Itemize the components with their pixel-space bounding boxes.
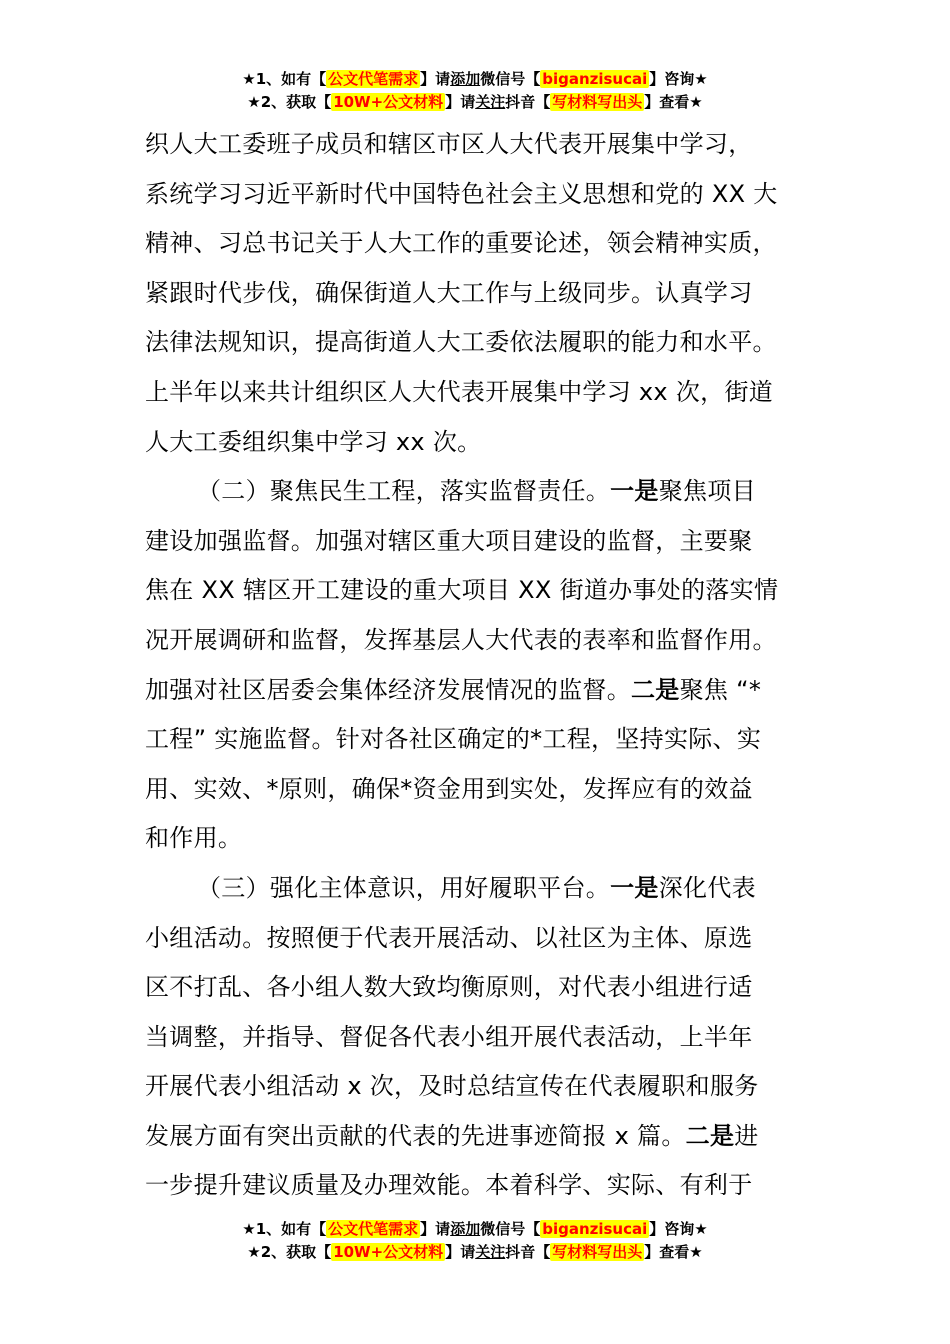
banner-wechat-id: biganzisucai: [542, 1220, 648, 1238]
body-line: 用、实效、*原则，确保*资金用到实处，发挥应有的效益: [145, 774, 753, 803]
footer-banner: [0, 1218, 950, 1264]
banner-line-1: [0, 1218, 950, 1241]
body-line: 区不打乱、各小组人数大致均衡原则，对代表小组进行适: [145, 973, 753, 1002]
banner-line-1: [0, 68, 950, 91]
document-body: [145, 120, 807, 1211]
body-line: 系统学习习近平新时代中国特色社会主义思想和党的 XX 大: [145, 179, 778, 208]
banner-text: 微信号【: [480, 1220, 541, 1238]
body-text: 发展方面有突出贡献的代表的先进事迹简报 x 篇。: [145, 1121, 686, 1150]
banner-text: ★1、如有【: [242, 70, 327, 88]
banner-text: 】查看★: [644, 1243, 703, 1261]
body-text: 进: [734, 1121, 759, 1150]
heading-text: （二）聚焦民生工程，落实监督责任。: [197, 477, 611, 506]
body-line: [145, 666, 807, 716]
banner-line-2: [0, 91, 950, 114]
body-line: 工程” 实施监督。针对各社区确定的*工程，坚持实际、实: [145, 725, 762, 754]
body-line: 建设加强监督。加强对辖区重大项目建设的监督，主要聚: [145, 526, 753, 555]
banner-text: 抖音【: [505, 93, 551, 111]
banner-douyin-id: 写材料写出头: [552, 1243, 643, 1261]
banner-text: ★1、如有【: [242, 1220, 327, 1238]
banner-highlight: 10W+公文材料: [333, 93, 444, 111]
banner-text: ★2、获取【: [247, 1243, 332, 1261]
banner-text: 】请: [420, 70, 451, 88]
banner-text: ★2、获取【: [247, 93, 332, 111]
bold-marker: 二是: [631, 675, 680, 704]
body-line: 上半年以来共计组织区人大代表开展集中学习 xx 次，街道: [145, 377, 774, 406]
body-text: 深化代表: [658, 873, 756, 902]
body-text: 聚焦 “*: [679, 675, 762, 704]
banner-text: 微信号【: [480, 70, 541, 88]
banner-text: 】请: [445, 93, 476, 111]
body-text: 加强对社区居委会集体经济发展情况的监督。: [145, 675, 631, 704]
banner-highlight: 公文代笔需求: [328, 1220, 419, 1238]
banner-highlight: 10W+公文材料: [333, 1243, 444, 1261]
banner-text: 】咨询★: [649, 70, 708, 88]
banner-douyin-id: 写材料写出头: [552, 93, 643, 111]
body-line: 当调整，并指导、督促各代表小组开展代表活动，上半年: [145, 1022, 753, 1051]
header-banner: [0, 68, 950, 114]
banner-underline: 添加: [450, 1220, 481, 1238]
heading-text: （三）强化主体意识，用好履职平台。: [197, 873, 611, 902]
bold-marker: 一是: [610, 873, 659, 902]
body-line: 焦在 XX 辖区开工建设的重大项目 XX 街道办事处的落实情: [145, 576, 779, 605]
banner-text: 抖音【: [505, 1243, 551, 1261]
banner-text: 】请: [420, 1220, 451, 1238]
banner-highlight: 公文代笔需求: [328, 70, 419, 88]
section-heading-3: [145, 864, 807, 914]
banner-text: 】咨询★: [649, 1220, 708, 1238]
banner-text: 】请: [445, 1243, 476, 1261]
body-line: 开展代表小组活动 x 次，及时总结宣传在代表履职和服务: [145, 1072, 759, 1101]
body-line: 一步提升建议质量及办理效能。本着科学、实际、有利于: [145, 1171, 753, 1200]
body-line: 法律法规知识，提高街道人大工委依法履职的能力和水平。: [145, 328, 777, 357]
banner-underline: 关注: [475, 93, 506, 111]
banner-underline: 添加: [450, 70, 481, 88]
body-line: [145, 1112, 807, 1162]
body-line: 精神、习总书记关于人大工作的重要论述，领会精神实质，: [145, 229, 777, 258]
body-line: 况开展调研和监督，发挥基层人大代表的表率和监督作用。: [145, 625, 777, 654]
body-line: 小组活动。按照便于代表开展活动、以社区为主体、原选: [145, 923, 753, 952]
bold-marker: 二是: [685, 1121, 735, 1150]
banner-line-2: [0, 1241, 950, 1264]
bold-marker: 一是: [610, 477, 659, 506]
body-text: 聚焦项目: [658, 477, 756, 506]
banner-underline: 关注: [475, 1243, 506, 1261]
section-heading-2: [145, 467, 807, 517]
body-line: 和作用。: [145, 824, 243, 853]
banner-wechat-id: biganzisucai: [542, 70, 648, 88]
body-line: 紧跟时代步伐，确保街道人大工作与上级同步。认真学习: [145, 278, 753, 307]
body-line: 织人大工委班子成员和辖区市区人大代表开展集中学习，: [145, 130, 753, 158]
banner-text: 】查看★: [644, 93, 703, 111]
body-line: 人大工委组织集中学习 xx 次。: [145, 427, 482, 456]
